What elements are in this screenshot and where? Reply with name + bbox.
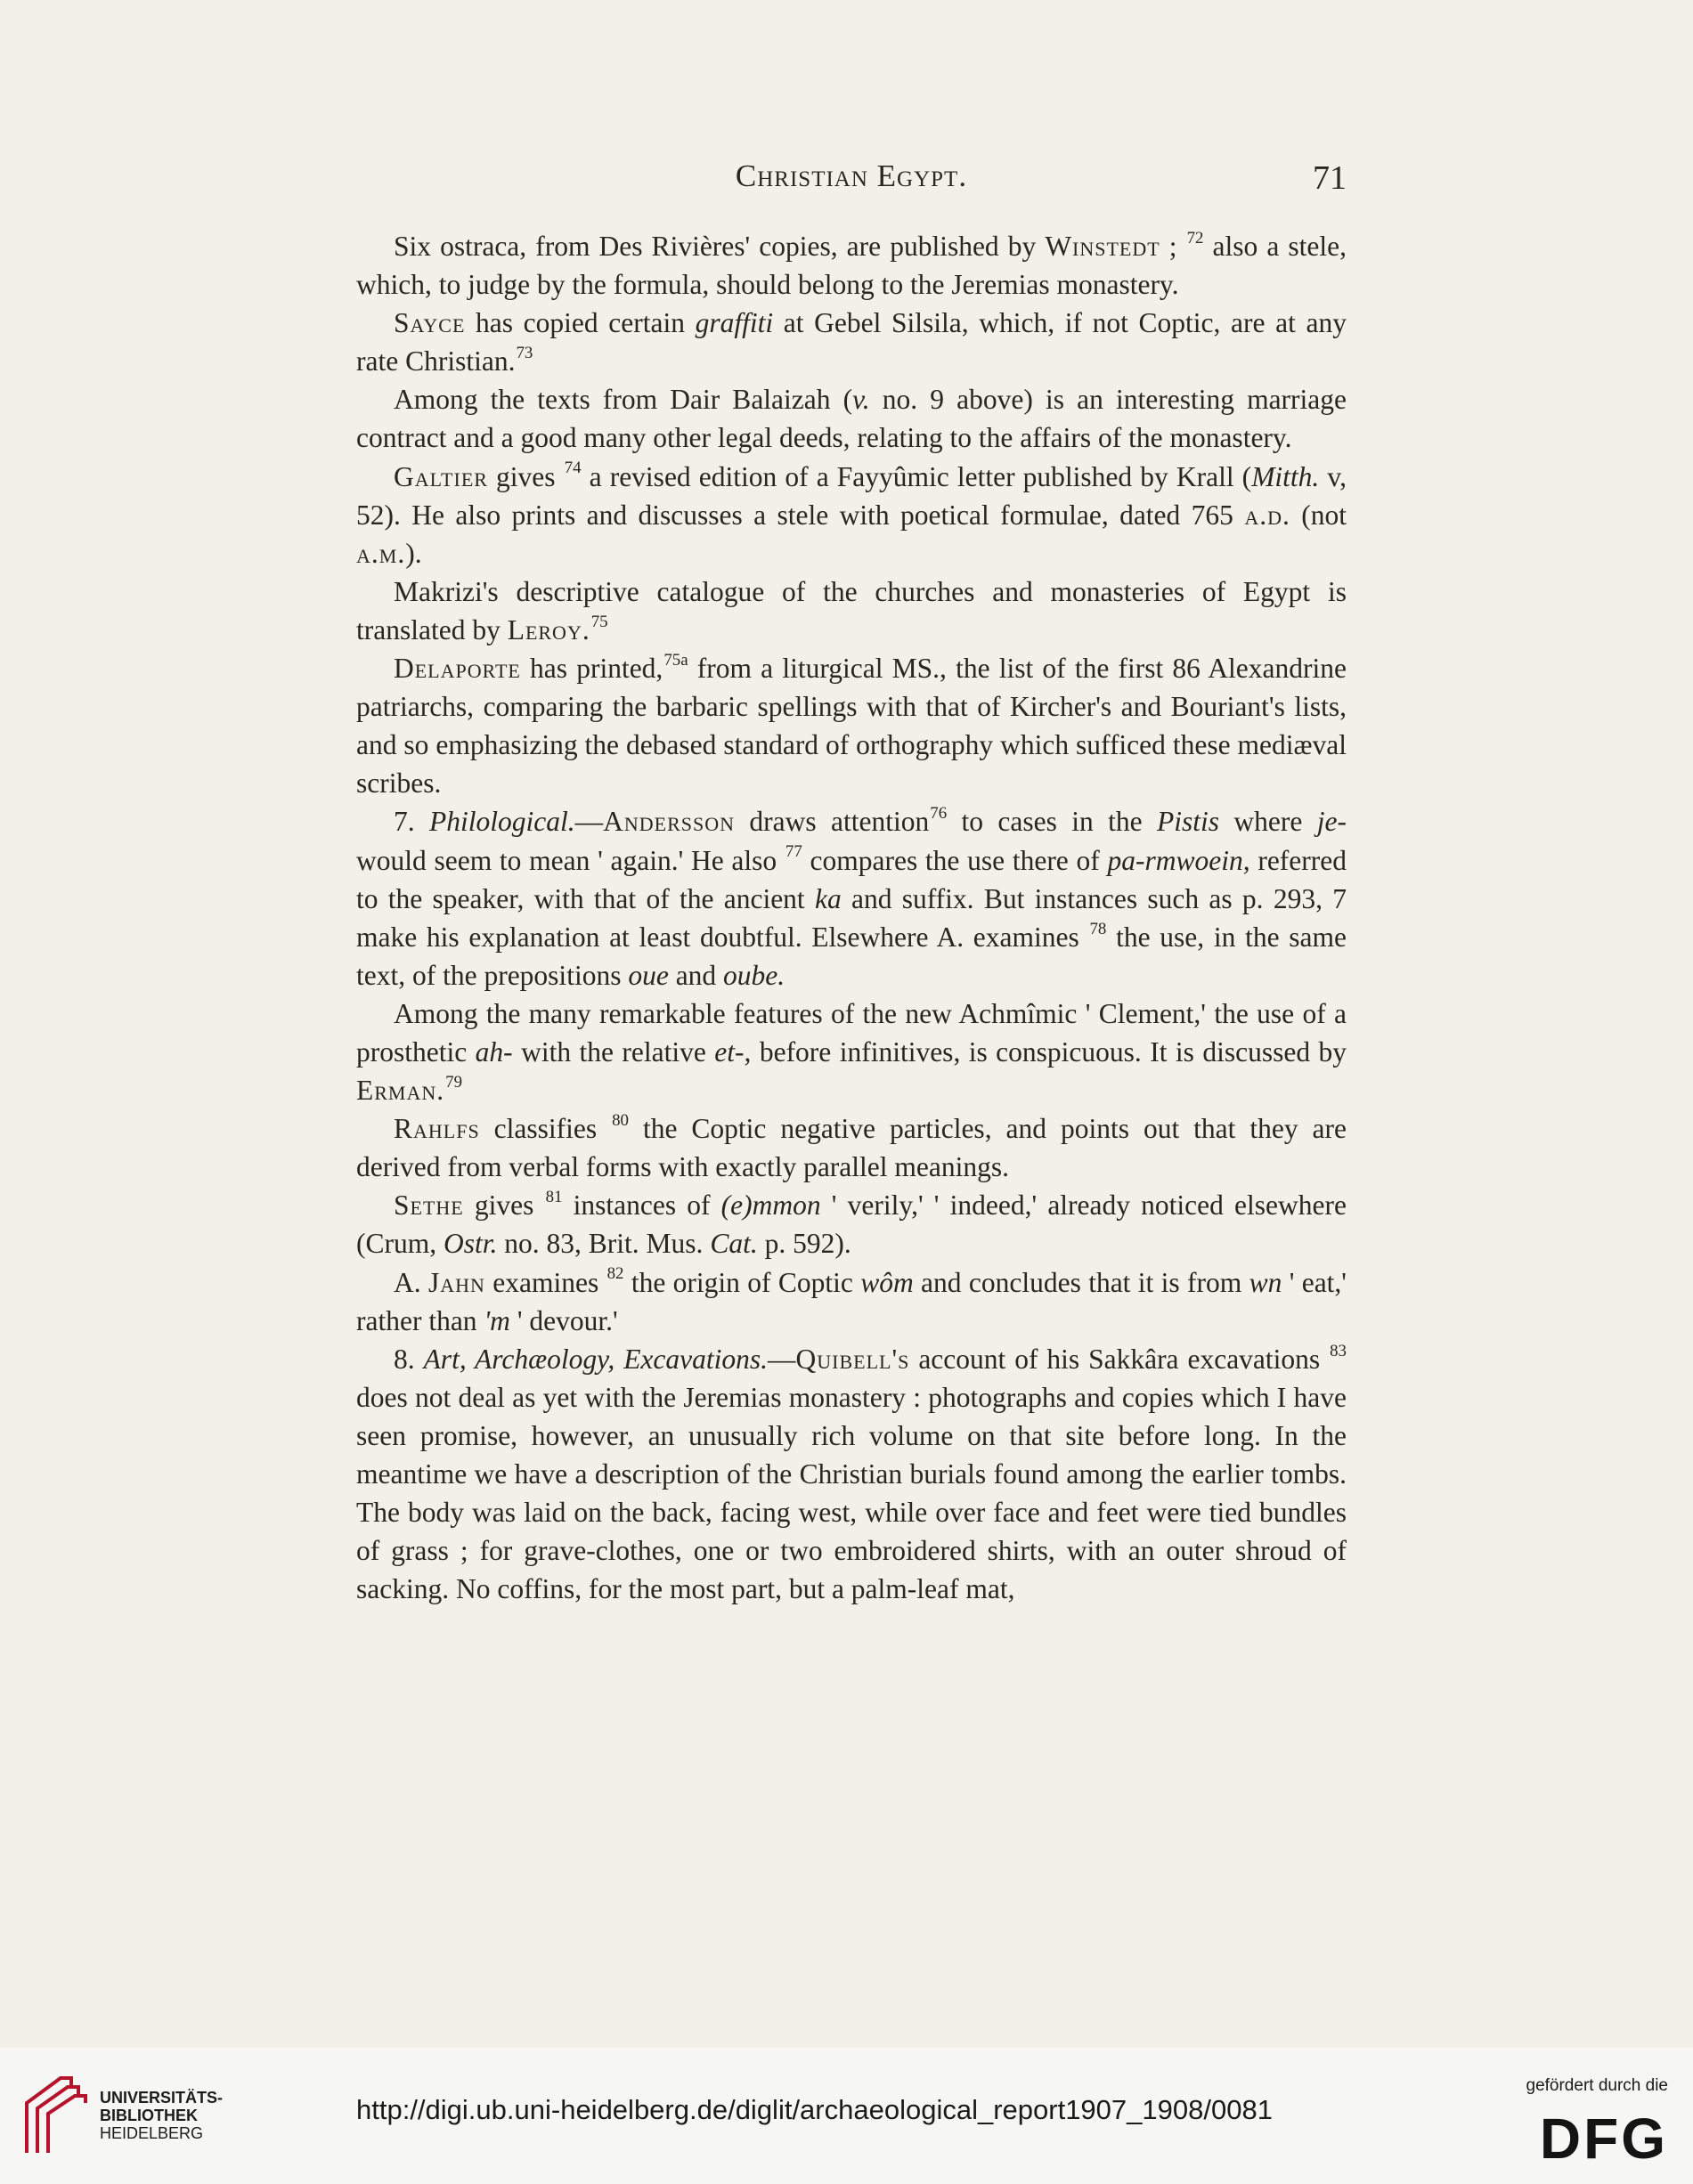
text-run: p. 592). [757,1228,851,1260]
body-text [356,227,1347,1608]
text-run: ). [405,537,422,569]
footnote-marker: 80 [612,1110,629,1130]
text-run: Among the texts from Dair Balaizah ( [394,384,853,416]
text-run: from a liturgical MS., the list of the first 86 Alexandrine patriarchs, comparing the barbaric spellings with that of Kircher's and Bouriant's lists, and so emphasizing the debased standard of orthography which sufficed these mediæval scribes. [356,653,1347,800]
text-run: — [768,1343,796,1375]
text-run: a revised edition of a Fayyûmic letter published by Krall ( [581,460,1252,492]
text-run: and [668,959,724,991]
small-caps-name: Galtier [394,460,488,492]
text-run: has copied certain [465,307,696,339]
footnote-marker: 74 [564,459,582,478]
permalink-url[interactable]: http://digi.ub.uni-heidelberg.de/diglit/archaeological_report1907_1908/0081 [356,2094,1273,2125]
italic-text: 'm [484,1304,510,1336]
small-caps-name: Andersson [603,806,736,838]
text-run: where [1219,806,1317,838]
text-run: before infinitives, is conspicuous. It is discussed by [751,1035,1347,1068]
footnote-marker: 83 [1330,1341,1347,1360]
viewer-footer [0,2048,1693,2184]
italic-text: oube. [723,959,785,991]
italic-text: Mitth. [1251,460,1320,492]
text-run: Six ostraca, from Des Rivières' copies, are published by [394,231,1046,262]
small-caps-name: Leroy. [507,613,590,645]
text-run: does not deal as yet with the Jeremias monastery : photographs and copies which I have seen promise, however, an unusually rich volume on that site before long. In the meantime we have a description of the Christian burials found among the earlier tombs. The body was laid on the back, facing west, while over face and feet were tied bundles of grass ; for grave-clothes, one or two embroidered shirts, with an outer shroud of sacking. No coffins, for the most part, but a palm-leaf mat, [356,1381,1347,1605]
text-run: the origin of Coptic [623,1266,861,1298]
paragraph [356,572,1347,649]
footnote-marker: 79 [445,1072,463,1092]
paragraph [356,802,1347,994]
footnote-marker: 73 [516,344,533,363]
text-run: 7. [394,806,430,838]
paragraph [356,304,1347,380]
italic-text: oue [628,959,669,991]
text-run: 8. [394,1343,424,1375]
paragraph [356,227,1347,304]
paragraph [356,458,1347,572]
library-name-line3: HEIDELBERG [100,2124,204,2142]
text-run: ' verily,' ' indeed,' already noticed elsewhere (Crum, [356,1189,1347,1260]
text-run: v, 52). He also prints and discusses a stele with poetical formulae, dated 765 [356,460,1347,531]
text-run: gives [463,1189,545,1222]
footnote-marker: 82 [606,1264,624,1284]
text-run: draws attention [735,806,930,838]
small-caps-name: a.d. [1244,499,1290,531]
text-run: classifies [479,1113,612,1145]
text-run: the use, in the same text, of the prepositions [356,921,1347,991]
paragraph [356,1263,1347,1340]
text-run: also a stele, which, to judge by the formula, should belong to the Jeremias monastery. [356,231,1347,301]
text-run: ' devour.' [509,1304,618,1336]
text-run: and suffix. But instances such as p. 293, 7 make his explanation at least doubtful. Elsewhere A. examines [356,882,1347,953]
italic-text: graffiti [695,307,774,339]
funding-caption: gefördert durch die [1526,2076,1668,2095]
italic-text: ka [814,882,842,914]
italic-text: pa-rmwoein, [1107,844,1250,876]
text-run: the Coptic negative particles, and points out that they are derived from verbal forms with exactly parallel meanings. [356,1113,1347,1183]
italic-text: et-, [714,1035,752,1068]
footnote-marker: 78 [1089,919,1107,938]
small-caps-name: Rahlfs [394,1113,480,1145]
italic-text: (e)mmon [720,1189,821,1222]
footnote-marker: 76 [930,804,948,824]
text-run: Makrizi's descriptive catalogue of the churches and monasteries of Egypt is translated by [356,575,1347,645]
small-caps-name: Winstedt [1045,231,1160,262]
footnote-marker: 75a [663,650,688,670]
paragraph [356,1340,1347,1609]
text-run: with the relative [512,1035,715,1068]
text-run: instances of [562,1189,721,1222]
italic-text: ah- [475,1035,513,1068]
italic-text: Ostr. [444,1228,498,1260]
university-library-name [100,2089,223,2142]
text-run: would seem to mean ' again.' He also [356,844,785,876]
italic-text: Cat. [710,1228,758,1260]
library-name-line2: BIBLIOTHEK [100,2107,198,2124]
text-run: Among the many remarkable features of the new Achmîmic ' Clement,' the use of a prosthetic [356,997,1347,1068]
text-run: no. 9 above) is an interesting marriage contract and a good many other legal deeds, relating to the affairs of the monastery. [356,384,1347,454]
university-library-logo-icon [18,2073,94,2160]
text-run: gives [487,460,564,492]
small-caps-name: Sayce [394,307,466,339]
library-name-line1: UNIVERSITÄTS- [100,2089,224,2107]
page-number: 71 [1313,159,1347,197]
footnote-marker: 75 [590,612,608,631]
italic-text: wn [1249,1266,1282,1298]
text-run: to cases in the [947,806,1158,838]
small-caps-name: Jahn [427,1266,485,1298]
paragraph [356,995,1347,1109]
footnote-marker: 81 [545,1188,563,1207]
text-run: referred to the speaker, with that of the ancient [356,844,1347,914]
italic-text: Art, Archæology, Excavations. [423,1343,769,1375]
footnote-marker: 72 [1186,228,1204,248]
text-run: ' eat,' rather than [356,1266,1347,1336]
small-caps-name: Sethe [394,1189,464,1222]
small-caps-name: Erman. [356,1075,445,1107]
text-run: — [574,806,604,838]
text-run: and concludes that it is from [913,1266,1249,1298]
italic-text: wôm [860,1266,914,1298]
page-header [356,158,1347,212]
footnote-marker: 77 [785,842,802,862]
text-run: examines [484,1266,606,1298]
small-caps-name: Delaporte [394,653,521,685]
text-run: compares the use there of [802,844,1108,876]
paragraph [356,1109,1347,1186]
small-caps-name: a.m. [356,537,406,569]
small-caps-name: Quibell's [795,1343,910,1375]
text-run: A. [394,1266,428,1298]
paragraph [356,380,1347,457]
dfg-logo: DFG [1539,2107,1668,2171]
text-run: no. 83, Brit. Mus. [497,1228,711,1260]
paragraph [356,649,1347,802]
text-run: (not [1290,499,1347,531]
running-head: Christian Egypt. [735,158,968,193]
paragraph [356,1186,1347,1262]
italic-text: Pistis [1157,806,1220,838]
text-run: has printed, [520,653,663,685]
text-run: account of his Sakkâra excavations [909,1343,1330,1375]
italic-text: Philological. [429,806,575,838]
text-run: ; [1160,231,1186,262]
text-run: at Gebel Silsila, which, if not Coptic, are at any rate Christian. [356,307,1347,378]
italic-text: je- [1316,806,1347,838]
italic-text: v. [852,384,870,416]
